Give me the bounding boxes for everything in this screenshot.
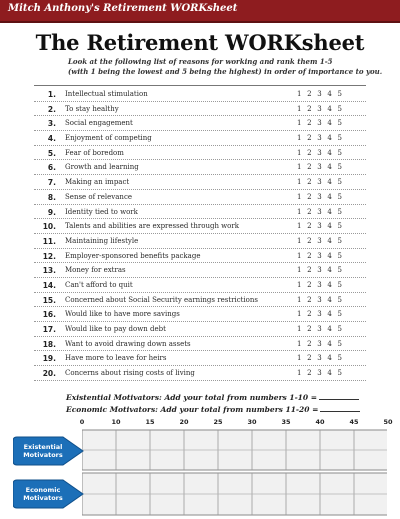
rating-option[interactable]: 2 — [307, 178, 312, 187]
rating-scale — [297, 252, 342, 260]
scale-tick-label: 25 — [213, 418, 223, 426]
reason-number: 9. — [47, 207, 56, 217]
rating-option[interactable]: 3 — [317, 325, 322, 333]
rating-option[interactable]: 3 — [317, 339, 322, 348]
rating-option[interactable]: 3 — [317, 178, 322, 187]
rating-option[interactable]: 2 — [307, 236, 312, 245]
reason-label: To stay healthy — [65, 104, 119, 113]
reason-number: 5. — [47, 148, 56, 158]
rating-option[interactable]: 2 — [307, 104, 312, 113]
reason-row — [34, 351, 366, 366]
rating-option[interactable]: 4 — [327, 266, 332, 275]
reason-row — [34, 102, 366, 117]
rating-option[interactable]: 1 — [297, 148, 302, 157]
existential-label-line-1: Existential — [23, 443, 63, 451]
existential-total-label: Existential Motivators: Add your total from numbers 1-10 = — [66, 393, 318, 402]
rating-option[interactable]: 3 — [317, 222, 322, 231]
reason-label: Fear of boredom — [65, 148, 124, 157]
existential-motivators-label — [13, 443, 73, 459]
reason-label: Social engagement — [65, 119, 133, 128]
rating-scale — [297, 296, 342, 304]
scale-tick-label: 15 — [145, 418, 155, 426]
reason-label: Talents and abilities are expressed through work — [65, 222, 239, 231]
rating-option[interactable]: 2 — [307, 90, 312, 98]
rating-option[interactable]: 2 — [307, 207, 312, 216]
instructions — [68, 57, 383, 77]
rating-option[interactable]: 4 — [327, 90, 332, 98]
rating-option[interactable]: 5 — [337, 207, 342, 216]
rating-option[interactable]: 2 — [307, 354, 312, 363]
reason-row — [34, 293, 366, 308]
rating-scale — [297, 149, 342, 157]
rating-scale — [297, 208, 342, 216]
reason-label: Have more to leave for heirs — [65, 354, 167, 363]
rating-option[interactable]: 4 — [327, 295, 332, 304]
list-top-rule — [34, 85, 366, 86]
reason-row — [34, 190, 366, 205]
rating-option[interactable]: 5 — [337, 295, 342, 304]
rating-option[interactable]: 3 — [317, 163, 322, 172]
reason-row — [34, 219, 366, 234]
rating-option[interactable]: 5 — [337, 192, 342, 201]
reason-label: Enjoyment of competing — [65, 134, 152, 143]
reason-row — [34, 278, 366, 293]
rating-option[interactable]: 1 — [297, 236, 302, 245]
rating-scale — [297, 105, 342, 113]
rating-option[interactable]: 1 — [297, 339, 302, 348]
reason-number: 18. — [42, 339, 56, 349]
rating-option[interactable]: 1 — [297, 354, 302, 363]
reason-row — [34, 234, 366, 249]
reason-label: Making an impact — [65, 178, 130, 187]
economic-total-line — [66, 404, 366, 416]
rating-scale — [297, 310, 342, 318]
rating-scale — [297, 340, 342, 348]
rating-option[interactable]: 5 — [337, 148, 342, 157]
rating-option[interactable]: 3 — [317, 104, 322, 113]
reason-row — [34, 116, 366, 131]
rating-scale — [297, 281, 342, 289]
rating-scale — [297, 163, 342, 171]
rating-option[interactable]: 4 — [327, 251, 332, 260]
rating-option[interactable]: 2 — [307, 295, 312, 304]
score-grid — [82, 428, 387, 517]
reason-number: 10. — [42, 222, 56, 232]
rating-option[interactable]: 4 — [327, 369, 332, 378]
rating-option[interactable]: 4 — [327, 148, 332, 157]
rating-option[interactable]: 3 — [317, 280, 322, 289]
reason-number: 4. — [47, 134, 56, 144]
rating-option[interactable]: 1 — [297, 90, 302, 98]
reason-label: Can't afford to quit — [65, 280, 133, 289]
reason-label: Sense of relevance — [65, 192, 133, 201]
existential-total-line — [66, 392, 366, 404]
rating-option[interactable]: 5 — [337, 339, 342, 348]
rating-option[interactable]: 1 — [297, 222, 302, 231]
reason-number: 6. — [47, 163, 56, 173]
reason-row — [34, 263, 366, 278]
header-band-title: Mitch Anthony's Retirement WORKsheet — [8, 3, 238, 14]
rating-option[interactable]: 1 — [297, 280, 302, 289]
reason-row — [34, 175, 366, 190]
reason-number: 17. — [42, 325, 56, 334]
rating-option[interactable]: 1 — [297, 192, 302, 201]
score-grid-lines — [82, 428, 387, 517]
rating-option[interactable]: 3 — [317, 148, 322, 157]
reason-number: 20. — [42, 369, 56, 379]
instructions-line-2: (with 1 being the lowest and 5 being the highest) in order of importance to you. — [68, 67, 383, 76]
rating-option[interactable]: 2 — [307, 148, 312, 157]
rating-option[interactable]: 3 — [317, 207, 322, 216]
rating-option[interactable]: 5 — [337, 251, 342, 260]
reason-label: Employer-sponsored benefits package — [65, 251, 201, 260]
scale-tick-label: 45 — [349, 418, 359, 426]
rating-scale — [297, 193, 342, 201]
rating-option[interactable]: 4 — [327, 339, 332, 348]
rating-option[interactable]: 3 — [317, 266, 322, 275]
reason-label: Money for extras — [65, 266, 126, 275]
reason-label: Would like to have more savings — [65, 310, 180, 319]
rating-option[interactable]: 4 — [327, 119, 332, 128]
scale-tick-label: 35 — [281, 418, 291, 426]
rating-option[interactable]: 1 — [297, 119, 302, 128]
reason-number: 3. — [47, 119, 56, 129]
rating-scale — [297, 266, 342, 274]
reason-label: Intellectual stimulation — [65, 90, 148, 98]
rating-option[interactable]: 2 — [307, 280, 312, 289]
scale-tick-label: 40 — [315, 418, 325, 426]
rating-scale — [297, 119, 342, 127]
rating-option[interactable]: 1 — [297, 369, 302, 378]
rating-option[interactable]: 4 — [327, 310, 332, 319]
reasons-list — [34, 87, 366, 381]
reason-row — [34, 205, 366, 220]
rating-option[interactable]: 3 — [317, 236, 322, 245]
rating-scale — [297, 178, 342, 186]
reason-row — [34, 131, 366, 146]
rating-scale — [297, 237, 342, 245]
rating-option[interactable]: 2 — [307, 369, 312, 378]
economic-motivators-arrow — [13, 477, 85, 511]
rating-option[interactable]: 3 — [317, 295, 322, 304]
reason-label: Identity tied to work — [65, 207, 138, 216]
rating-option[interactable]: 2 — [307, 310, 312, 319]
scale-tick-label: 10 — [111, 418, 121, 426]
scale-tick-label: 0 — [79, 418, 85, 426]
rating-option[interactable]: 5 — [337, 354, 342, 363]
reason-label: Maintaining lifestyle — [65, 236, 139, 245]
reason-label: Growth and learning — [65, 163, 139, 172]
rating-option[interactable]: 3 — [317, 119, 322, 128]
page-title: The Retirement WORKsheet — [35, 30, 365, 55]
rating-scale — [297, 325, 342, 333]
existential-total-blank[interactable] — [319, 392, 359, 400]
rating-option[interactable]: 5 — [337, 104, 342, 113]
rating-option[interactable]: 1 — [297, 251, 302, 260]
rating-option[interactable]: 5 — [337, 236, 342, 245]
rating-option[interactable]: 4 — [327, 104, 332, 113]
rating-option[interactable]: 3 — [317, 192, 322, 201]
reason-label: Concerned about Social Security earnings restrictions — [65, 295, 258, 304]
scale-tick-label: 50 — [383, 418, 393, 426]
reason-number: 19. — [42, 354, 56, 364]
rating-option[interactable]: 3 — [317, 90, 322, 98]
rating-scale — [297, 90, 342, 98]
rating-option[interactable]: 2 — [307, 266, 312, 275]
reason-number: 15. — [42, 295, 56, 305]
rating-option[interactable]: 1 — [297, 104, 302, 113]
rating-option[interactable]: 4 — [327, 222, 332, 231]
rating-option[interactable]: 5 — [337, 222, 342, 231]
rating-option[interactable]: 5 — [337, 310, 342, 319]
reason-number: 11. — [42, 236, 56, 246]
rating-option[interactable]: 2 — [307, 192, 312, 201]
rating-option[interactable]: 3 — [317, 354, 322, 363]
rating-option[interactable]: 1 — [297, 163, 302, 172]
reason-number: 14. — [42, 280, 56, 290]
rating-option[interactable]: 5 — [337, 369, 342, 378]
rating-option[interactable]: 4 — [327, 236, 332, 245]
rating-option[interactable]: 2 — [307, 163, 312, 172]
rating-option[interactable]: 5 — [337, 90, 342, 98]
rating-option[interactable]: 2 — [307, 222, 312, 231]
reason-number: 13. — [42, 266, 56, 276]
reason-row — [34, 87, 366, 102]
rating-scale — [297, 222, 342, 230]
economic-label-line-1: Economic — [25, 486, 61, 494]
rating-scale — [297, 134, 342, 142]
economic-motivators-label — [13, 486, 73, 502]
scale-tick-label: 30 — [247, 418, 257, 426]
reason-row — [34, 337, 366, 352]
rating-option[interactable]: 4 — [327, 354, 332, 363]
reason-row — [34, 249, 366, 264]
rating-option[interactable]: 5 — [337, 119, 342, 128]
rating-option[interactable]: 4 — [327, 178, 332, 187]
reason-row — [34, 160, 366, 175]
scale-axis — [0, 418, 400, 428]
rating-option[interactable]: 1 — [297, 134, 302, 143]
reason-number: 12. — [42, 251, 56, 261]
reason-number: 1. — [47, 90, 56, 99]
rating-option[interactable]: 1 — [297, 266, 302, 275]
rating-option[interactable]: 2 — [307, 119, 312, 128]
totals-section — [66, 392, 366, 415]
rating-option[interactable]: 3 — [317, 369, 322, 378]
rating-option[interactable]: 1 — [297, 178, 302, 187]
rating-option[interactable]: 2 — [307, 339, 312, 348]
rating-option[interactable]: 5 — [337, 266, 342, 275]
rating-scale — [297, 369, 342, 377]
reason-row — [34, 307, 366, 322]
reason-row — [34, 366, 366, 381]
instructions-line-1: Look at the following list of reasons for working and rank them 1-5 — [68, 57, 333, 66]
rating-option[interactable]: 3 — [317, 251, 322, 260]
rating-option[interactable]: 1 — [297, 310, 302, 319]
rating-option[interactable]: 4 — [327, 134, 332, 143]
economic-total-label: Economic Motivators: Add your total from numbers 11-20 = — [66, 404, 319, 414]
rating-option[interactable]: 1 — [297, 207, 302, 216]
rating-option[interactable]: 4 — [327, 280, 332, 289]
reason-number: 16. — [42, 310, 56, 320]
reason-row — [34, 146, 366, 161]
rating-option[interactable]: 2 — [307, 251, 312, 260]
reason-label: Want to avoid drawing down assets — [65, 339, 191, 348]
rating-option[interactable]: 3 — [317, 310, 322, 319]
rating-option[interactable]: 4 — [327, 192, 332, 201]
rating-scale — [297, 354, 342, 362]
reason-row — [34, 322, 366, 337]
economic-label-line-2: Motivators — [23, 494, 63, 502]
rating-option[interactable]: 4 — [327, 207, 332, 216]
rating-option[interactable]: 2 — [307, 325, 312, 333]
existential-label-line-2: Motivators — [23, 451, 63, 459]
rating-option[interactable]: 2 — [307, 134, 312, 143]
rating-option[interactable]: 5 — [337, 134, 342, 143]
rating-option[interactable]: 5 — [337, 163, 342, 172]
reason-number: 2. — [47, 104, 56, 114]
reason-label: Would like to pay down debt — [65, 325, 166, 333]
rating-option[interactable]: 1 — [297, 325, 302, 333]
rating-option[interactable]: 5 — [337, 280, 342, 289]
header-band — [0, 0, 400, 23]
rating-option[interactable]: 4 — [327, 325, 332, 333]
economic-total-blank[interactable] — [320, 404, 360, 412]
reason-number: 8. — [47, 192, 56, 202]
scale-tick-label: 20 — [179, 418, 189, 426]
rating-option[interactable]: 3 — [317, 134, 322, 143]
reason-number: 7. — [47, 178, 56, 188]
rating-option[interactable]: 1 — [297, 295, 302, 304]
rating-option[interactable]: 5 — [337, 325, 342, 333]
existential-motivators-arrow — [13, 434, 85, 468]
reason-label: Concerns about rising costs of living — [65, 369, 195, 378]
rating-option[interactable]: 5 — [337, 178, 342, 187]
rating-option[interactable]: 4 — [327, 163, 332, 172]
